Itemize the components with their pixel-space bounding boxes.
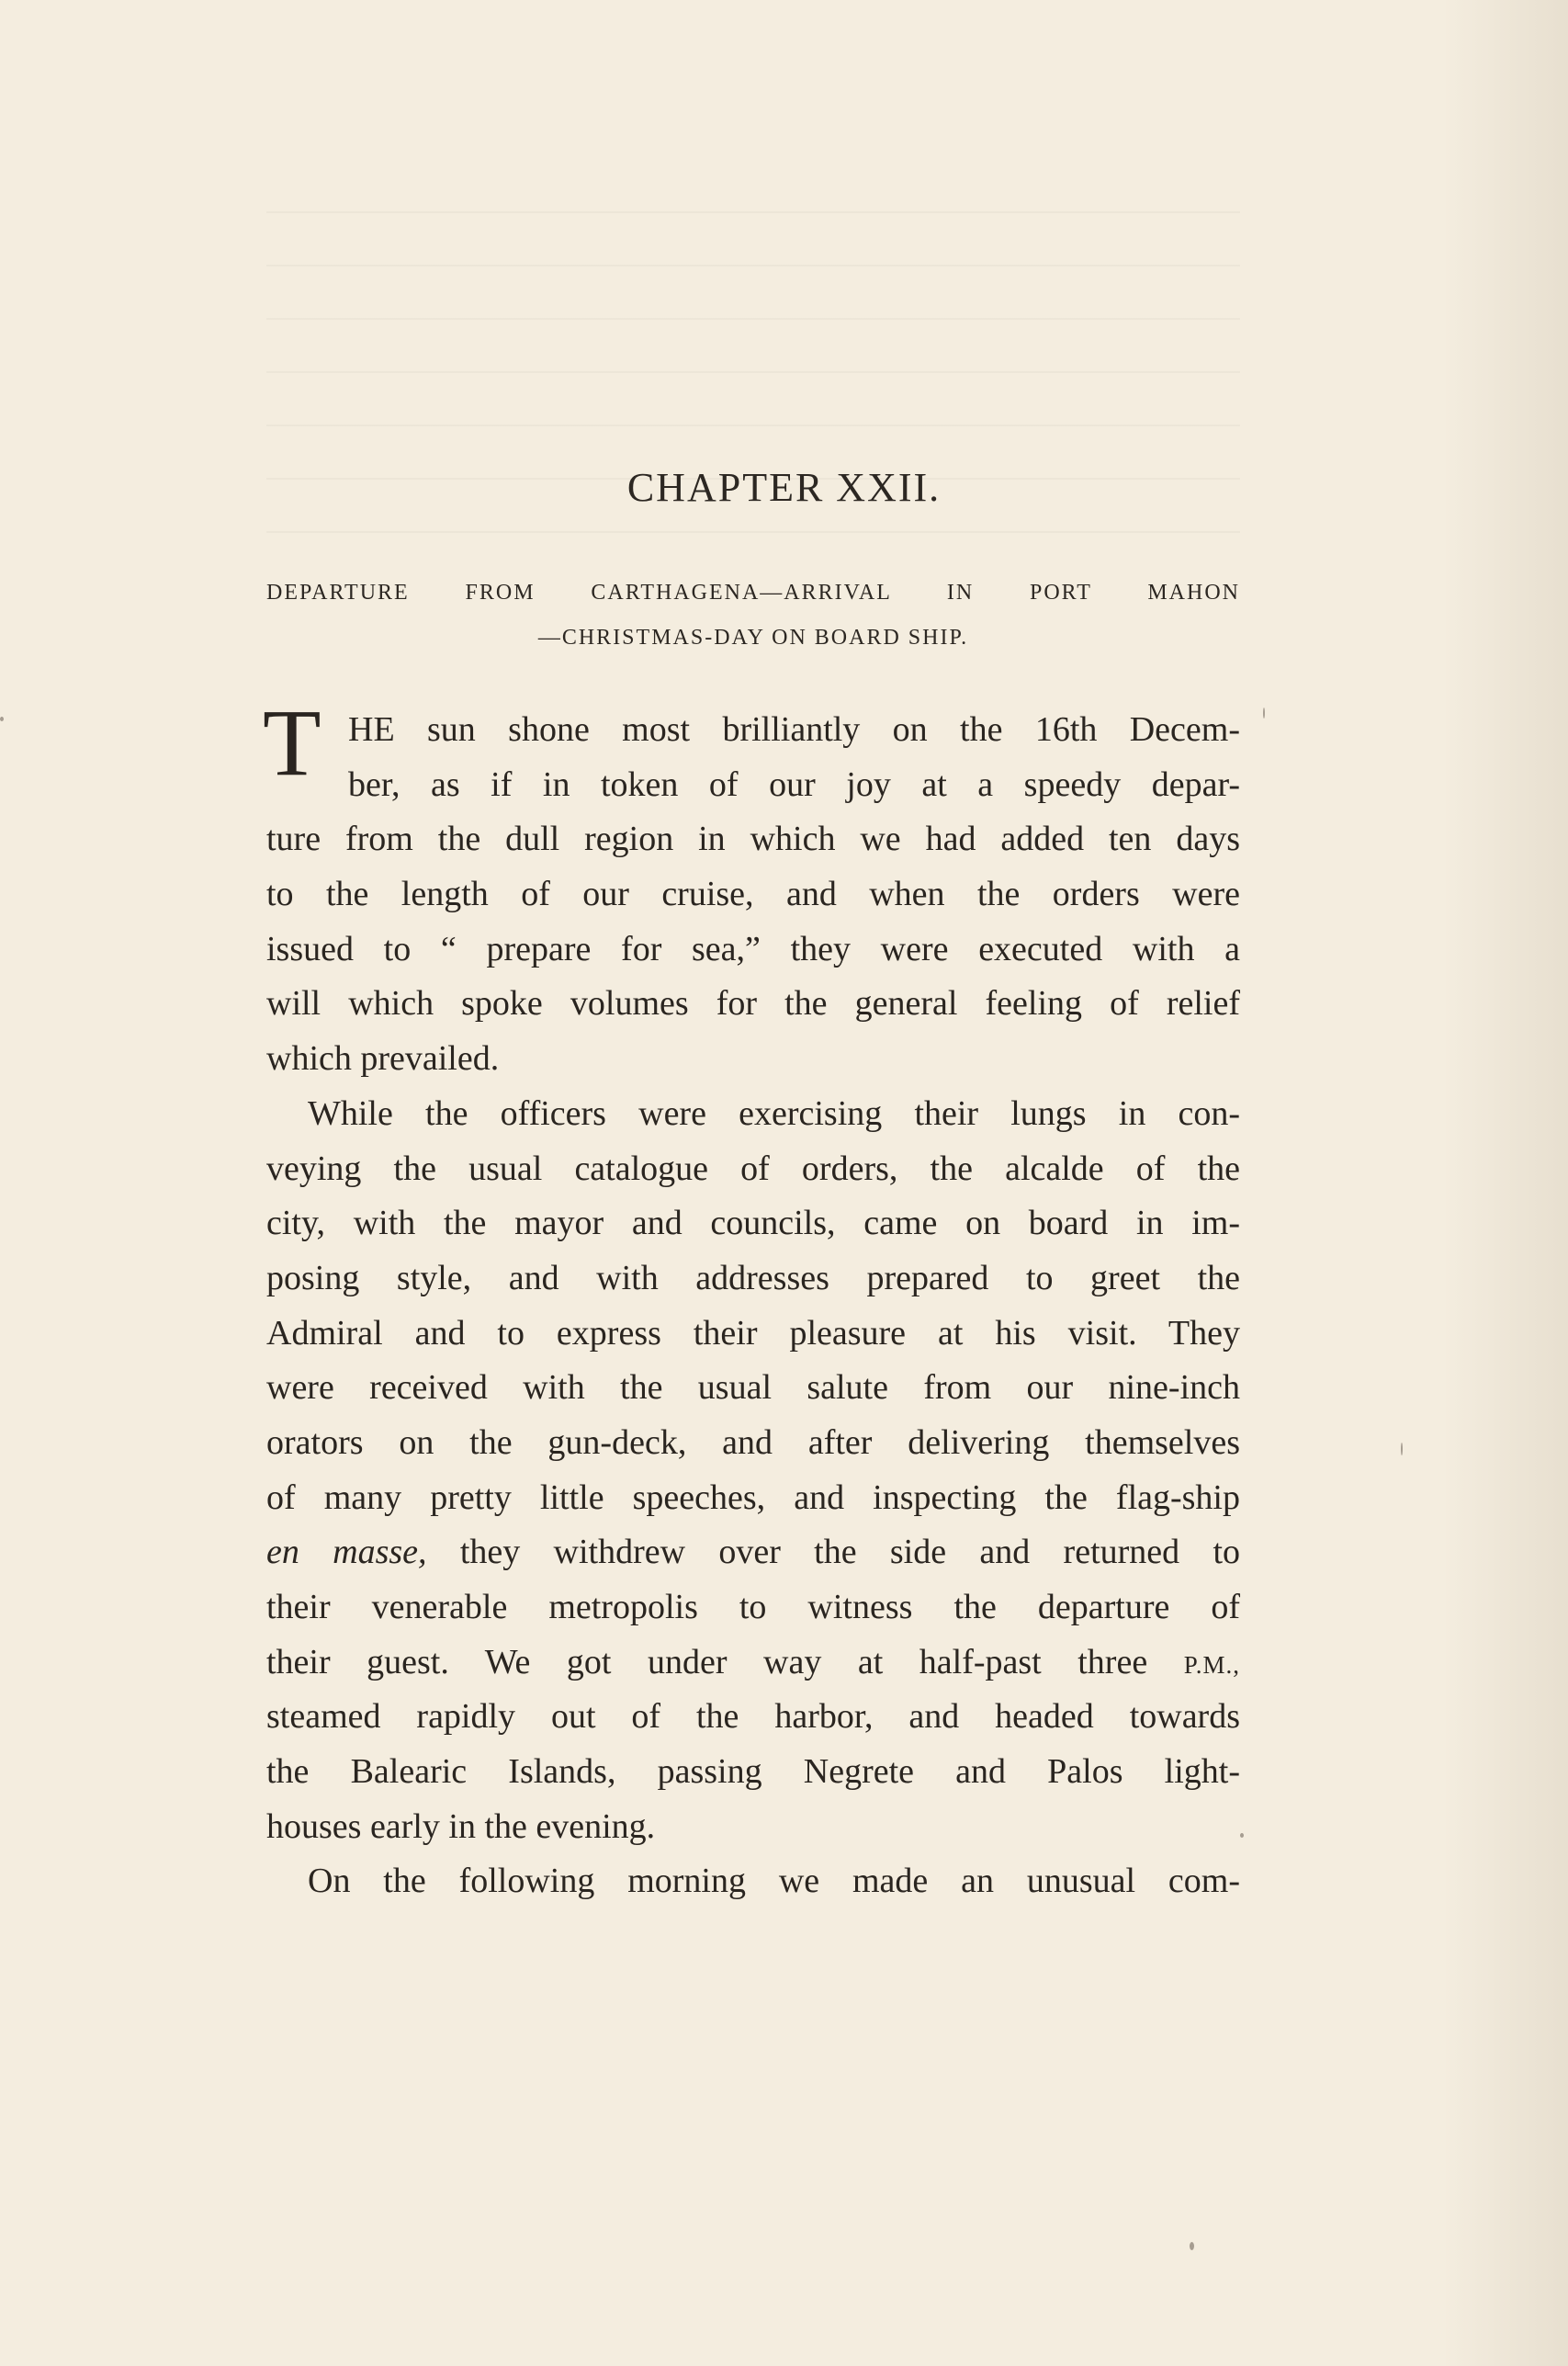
time-abbreviation: P.M., <box>1183 1650 1241 1679</box>
text-line: city, with the mayor and councils, came on board in im- <box>266 1204 1240 1243</box>
text-line: ture from the dull region in which we had added ten days <box>266 820 1240 859</box>
paper-speck <box>1263 708 1265 719</box>
text-line: were received with the usual salute from our nine-inch <box>266 1368 1240 1408</box>
text-line: issued to “ prepare for sea,” they were executed with a <box>266 929 1240 968</box>
text-line-remainder: they withdrew over the side and returned to <box>459 1533 1240 1572</box>
text-line: to the length of our cruise, and when the orders were <box>266 875 1240 914</box>
paper-speck <box>1401 1443 1403 1455</box>
paper-speck <box>1240 1833 1244 1838</box>
chapter-subtitle-line-2: —CHRISTMAS-DAY ON BOARD SHIP. <box>537 626 969 650</box>
text-line: orators on the gun-deck, and after delivering themselves <box>266 1422 1240 1462</box>
text-line: will which spoke volumes for the general feeling of relief <box>266 984 1240 1024</box>
text-line: steamed rapidly out of the harbor, and headed towards <box>266 1697 1240 1737</box>
chapter-subtitle-line-1: DEPARTURE FROM CARTHAGENA—ARRIVAL IN PORT MAHON <box>266 581 1240 605</box>
paper-speck <box>0 717 4 721</box>
text-line: HE sun shone most brilliantly on the 16th Decem- <box>348 710 1240 749</box>
text-line-with-abbrev <box>266 1636 1240 1691</box>
paper-speck <box>1190 2242 1194 2250</box>
text-line: houses early in the evening. <box>266 1806 656 1846</box>
text-line-with-italic <box>266 1525 1240 1580</box>
text-line: On the following morning we made an unusual com- <box>308 1862 1240 1901</box>
text-line-start: their guest. We got under way at half-past three <box>266 1642 1148 1681</box>
italic-phrase: en masse, <box>266 1533 427 1572</box>
text-line: veying the usual catalogue of orders, the alcalde of the <box>266 1149 1240 1188</box>
text-line: their venerable metropolis to witness the departure of <box>266 1588 1240 1626</box>
text-line: While the officers were exercising their lungs in con- <box>308 1093 1240 1133</box>
body-text <box>263 690 1241 1909</box>
text-line: posing style, and with addresses prepared to greet the <box>266 1258 1240 1297</box>
text-line: of many pretty little speeches, and inspecting the flag-ship <box>266 1477 1240 1517</box>
text-line: ber, as if in token of our joy at a speedy depar- <box>348 764 1240 804</box>
text-line: the Balearic Islands, passing Negrete and Palos light- <box>266 1752 1240 1792</box>
text-line: which prevailed. <box>266 1039 500 1079</box>
text-line: Admiral and to express their pleasure at his visit. They <box>266 1313 1240 1353</box>
drop-cap: T <box>263 690 321 796</box>
chapter-title: CHAPTER XXII. <box>626 465 942 510</box>
